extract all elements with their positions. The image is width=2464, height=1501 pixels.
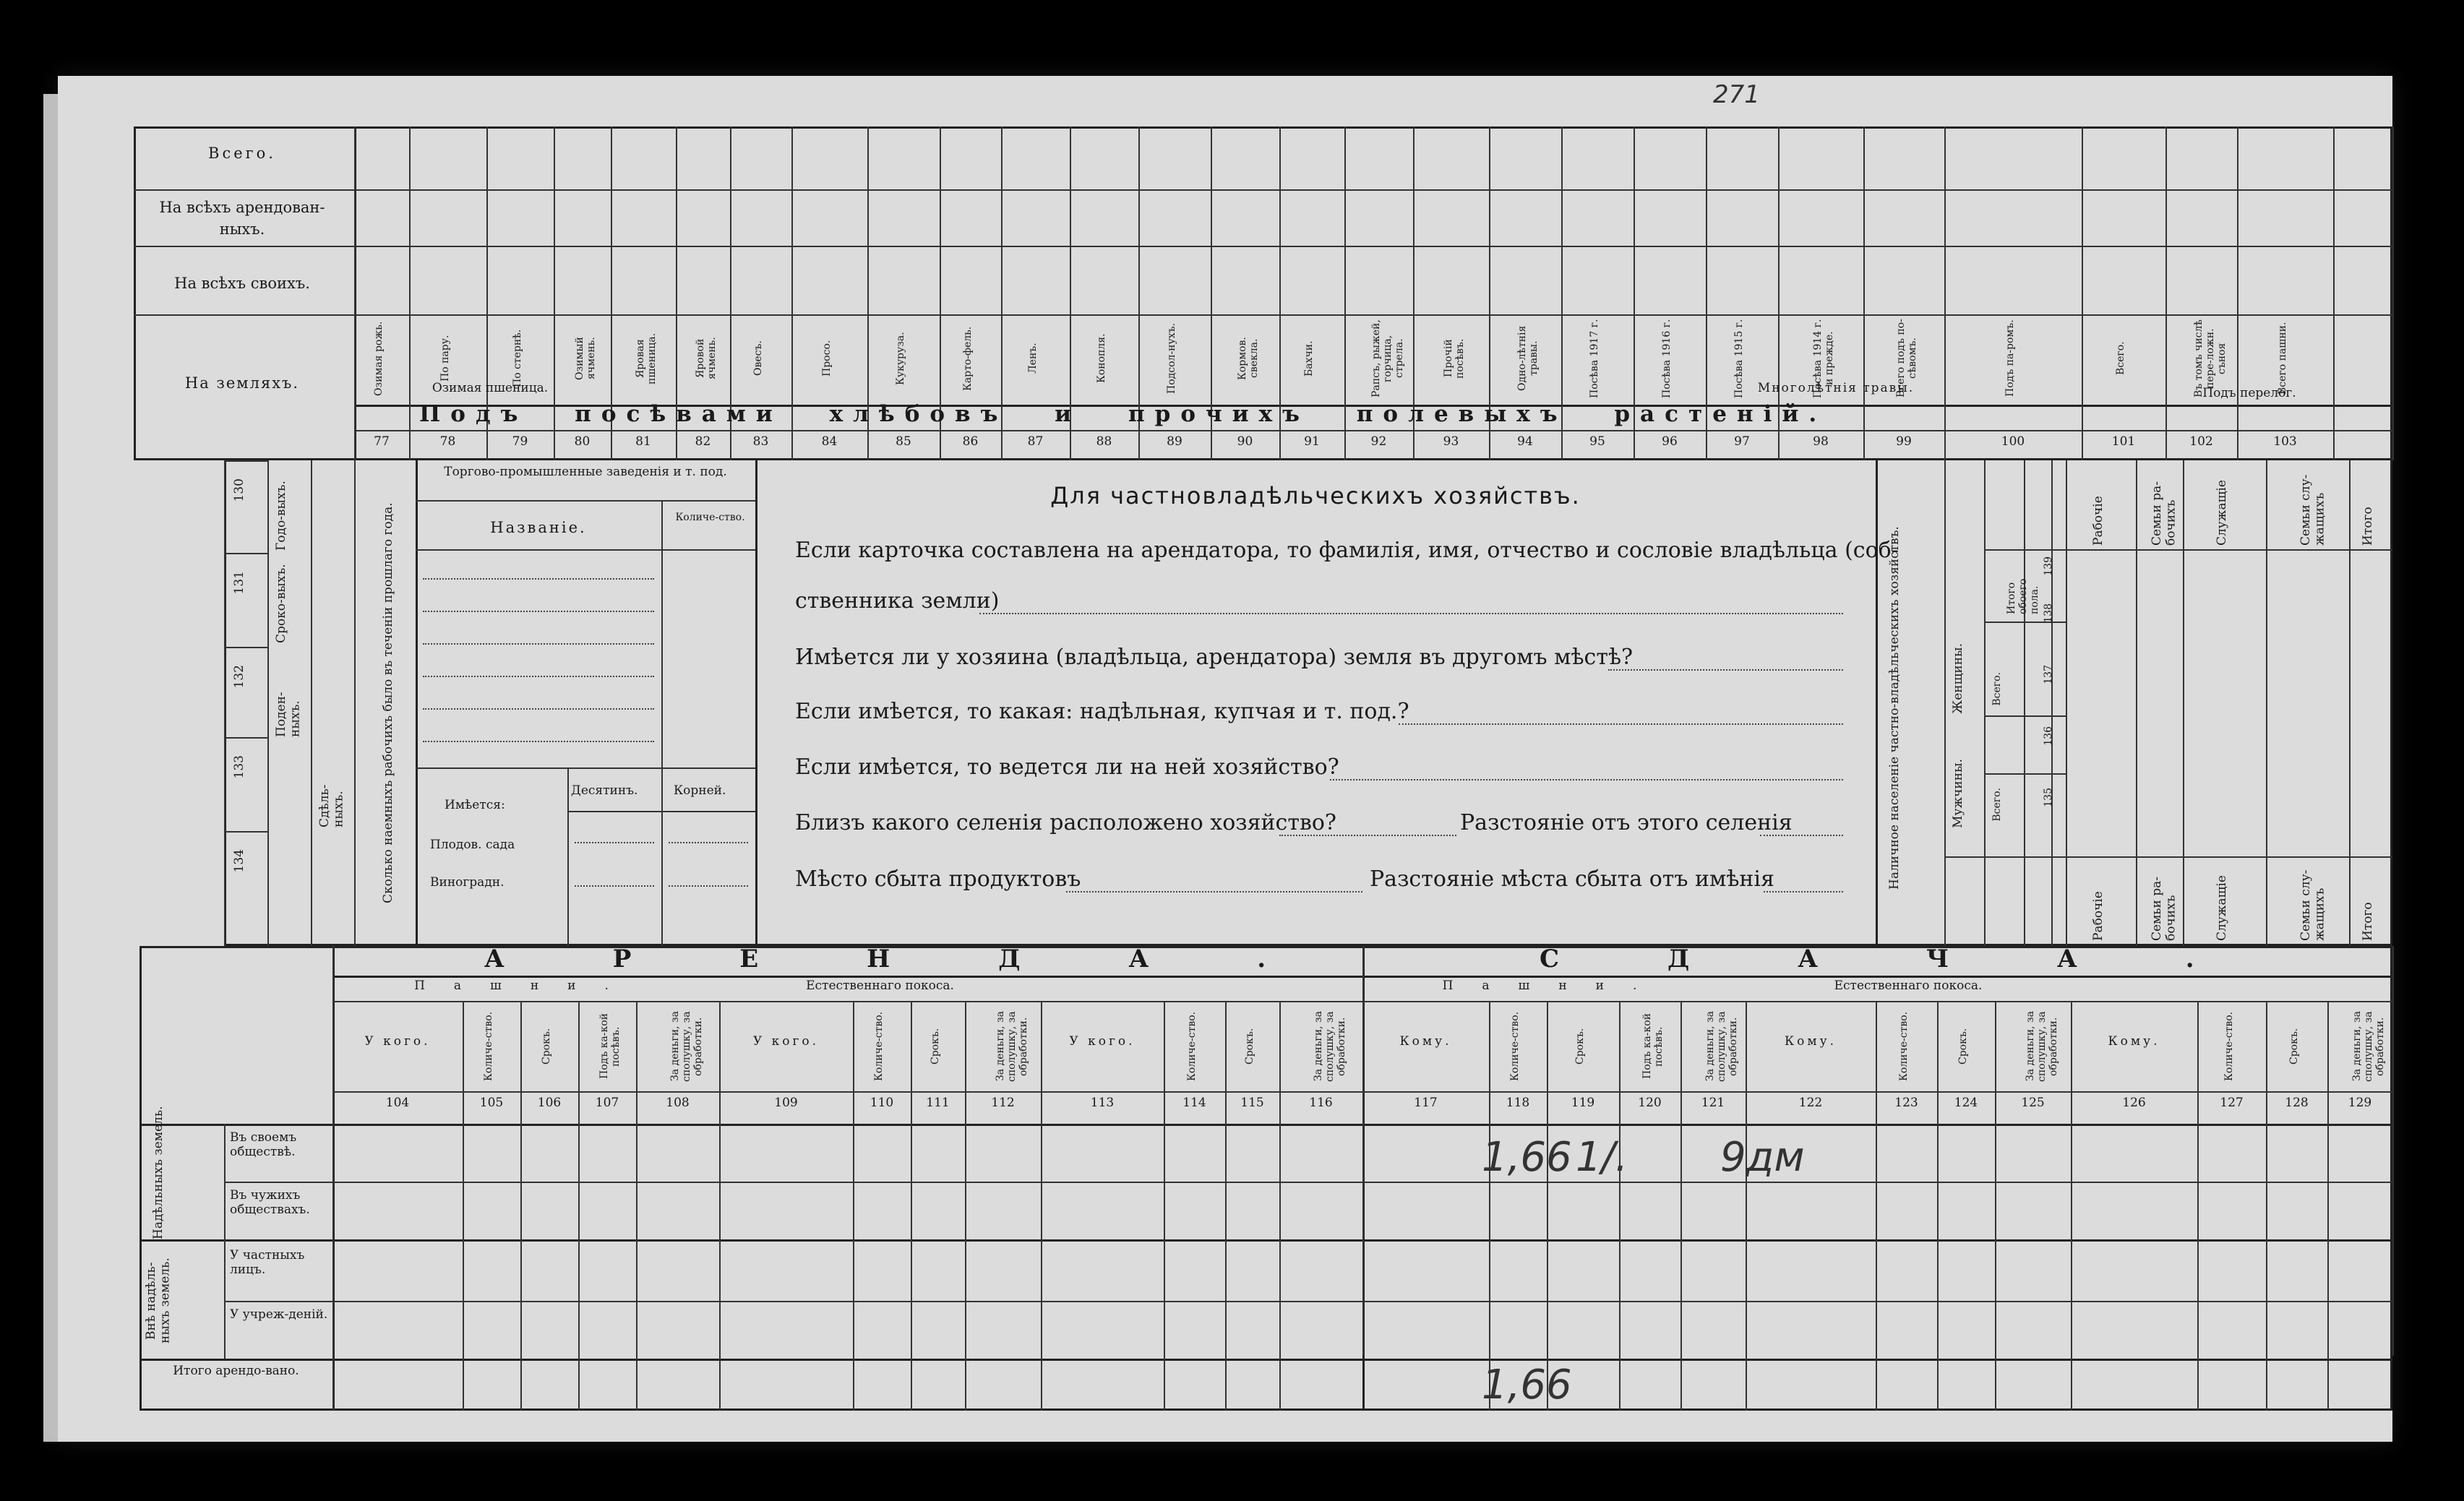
- row-vne: Внѣ надѣль-ныхъ земель.: [144, 1257, 173, 1344]
- crop-col-number-78: 78: [439, 434, 456, 449]
- hire-col-number-132: 132: [232, 665, 246, 689]
- arenda-col-label-121: За деньги, за сполушку, за обработки.: [1704, 1011, 1740, 1082]
- garden-label: Плодов. сада: [430, 838, 515, 852]
- crop-col-label-88: Конопля.: [1095, 333, 1107, 384]
- crop-col-number-102: 102: [2189, 434, 2213, 449]
- private-q6: Мѣсто сбыта продуктовъ: [795, 866, 1081, 892]
- crop-col-label-91: Бахчи.: [1303, 340, 1315, 377]
- arenda-col-label-108: За деньги, за сполушку, за обработки.: [669, 1011, 704, 1082]
- private-q4: Если имѣется, то ведется ли на ней хозяйство?: [795, 754, 1339, 780]
- arenda-col-number-104: 104: [385, 1096, 410, 1110]
- crop-col-label-93: Прочій посѣвъ.: [1442, 338, 1466, 379]
- arenda-col-number-113: 113: [1090, 1096, 1115, 1110]
- arenda-col-number-119: 119: [1571, 1096, 1595, 1110]
- row-uchrezh: У учреж-деній.: [230, 1307, 328, 1322]
- crop-col-number-99: 99: [1896, 434, 1912, 449]
- pop-cat-bottom-3: Семьи слу-жащихъ: [2298, 869, 2327, 941]
- arenda-col-label-123: Количе-ство.: [1897, 1011, 1910, 1082]
- hired-workers-label: Сколько наемныхъ рабочихъ было въ теченіи прошлаго года.: [381, 502, 395, 903]
- pop-number-135: 135: [2043, 788, 2054, 807]
- row-svoih: На всѣхъ своихъ.: [174, 275, 310, 292]
- arenda-col-label-116: За деньги, за сполушку, за обработки.: [1312, 1011, 1347, 1082]
- pop-number-137: 137: [2043, 665, 2054, 684]
- crop-col-label-78: По пару.: [439, 335, 451, 382]
- arenda-title: АРЕНДА.: [484, 945, 1375, 973]
- arenda-col-label-110: Количе-ство.: [873, 1011, 885, 1082]
- arenda-col-number-109: 109: [774, 1096, 798, 1110]
- row-arendovannyh: На всѣхъ арендован-: [159, 199, 325, 216]
- row-chastnyh: У частныхъ лицъ.: [230, 1248, 305, 1277]
- arenda-col-number-111: 111: [926, 1096, 950, 1110]
- arenda-col-number-110: 110: [870, 1096, 894, 1110]
- crop-col-label-87: Ленъ.: [1026, 343, 1039, 374]
- crop-col-label-103: Всего пашни.: [2276, 322, 2288, 395]
- row-na-zemlyah: На земляхъ.: [184, 374, 300, 392]
- pop-women: Женщины.: [1951, 643, 1965, 714]
- trade-qty-header: Количе-ство.: [675, 512, 745, 523]
- pop-cat-bottom-0: Рабочіе: [2090, 891, 2105, 941]
- crop-col-number-97: 97: [1734, 434, 1750, 449]
- arenda-col-label-120: Подъ ка-кой посѣвъ.: [1641, 1013, 1665, 1080]
- crop-col-label-102: Въ томъ числѣ пере-ложн. съноя: [2192, 319, 2228, 397]
- arenda-col-label-114: Количе-ство.: [1185, 1011, 1198, 1082]
- hire-col-number-130: 130: [232, 478, 246, 502]
- crop-col-label-81: Яровая пшеница.: [635, 332, 658, 384]
- crop-col-label-83: Овесъ.: [752, 340, 764, 377]
- trade-name-header: Названіе.: [490, 519, 587, 536]
- pop-cat-bottom-1: Семьи ра-бочихъ: [2150, 876, 2178, 941]
- arenda-col-number-122: 122: [1798, 1096, 1823, 1110]
- private-q1a: Если карточка составлена на арендатора, то фамилія, имя, отчество и сословіе владѣльца (соб-: [795, 538, 1899, 563]
- arenda-col-number-107: 107: [595, 1096, 619, 1110]
- crop-col-number-81: 81: [635, 434, 651, 449]
- row-itogo: Итого арендо-вано.: [173, 1364, 299, 1378]
- pop-total-both: Итого обоего пола.: [2006, 578, 2041, 614]
- crop-col-number-84: 84: [821, 434, 838, 449]
- pop-cat-bottom-4: Итого: [2361, 902, 2375, 941]
- crop-col-number-79: 79: [512, 434, 528, 449]
- arenda-col-number-115: 115: [1240, 1096, 1264, 1110]
- pop-number-136: 136: [2043, 726, 2054, 746]
- handwritten-payment: 9дм: [1720, 1134, 1805, 1181]
- crop-col-number-95: 95: [1589, 434, 1605, 449]
- pop-number-139: 139: [2043, 556, 2054, 576]
- private-q5b: Разстояніе отъ этого селенія: [1460, 810, 1793, 835]
- arenda-col-label-106: Срокъ.: [541, 1028, 552, 1065]
- crop-col-label-79: По стернѣ.: [511, 329, 523, 388]
- arenda-col-label-129: За деньги, за сполушку, за обработки.: [2351, 1011, 2387, 1082]
- mnogoletnie-travy: Многолѣтнія травы.: [1757, 381, 1915, 395]
- private-q1b: ственника земли): [795, 588, 1000, 614]
- crop-col-label-82: Яровой ячмень.: [694, 337, 718, 380]
- crop-col-label-100: Подъ па-ромъ.: [2004, 319, 2016, 397]
- arenda-col-number-106: 106: [537, 1096, 562, 1110]
- population-title: Наличное населеніе частно-владѣльческихъ хозяйствъ.: [1887, 526, 1902, 890]
- imeetsya-label: Имѣется:: [445, 798, 505, 812]
- pop-men: Мужчины.: [1951, 759, 1965, 828]
- row-svoem: Въ своемъ обществѣ.: [230, 1130, 297, 1159]
- arenda-col-number-121: 121: [1701, 1096, 1725, 1110]
- hire-col-label-133: Сдѣль-ныхъ.: [317, 784, 346, 827]
- sdacha-pashni: Пашни.: [1442, 979, 1666, 993]
- arenda-col-number-108: 108: [666, 1096, 690, 1110]
- crop-col-number-82: 82: [695, 434, 711, 449]
- sdacha-pokos: Естественнаго покоса.: [1834, 979, 1983, 993]
- hire-col-number-133: 133: [232, 755, 246, 779]
- crop-col-label-90: Кормов. свекла.: [1236, 337, 1260, 380]
- crop-col-number-85: 85: [896, 434, 911, 449]
- arenda-col-label-124: Срокъ.: [1957, 1028, 1969, 1065]
- arenda-col-label-105: Количе-ство.: [483, 1011, 494, 1082]
- crop-col-label-97: Посѣва 1915 г.: [1733, 319, 1745, 398]
- pop-total-men: Всего.: [1991, 788, 2003, 822]
- vineyard-label: Виноградн.: [430, 875, 505, 890]
- private-title: Для частновладѣльческихъ хозяйствъ.: [1050, 482, 1581, 509]
- private-q2: Имѣется ли у хозяина (владѣльца, арендатора) земля въ другомъ мѣстѣ?: [795, 645, 1634, 670]
- crop-col-number-92: 92: [1370, 434, 1387, 449]
- arenda-col-label-126: Кому.: [2108, 1034, 2160, 1049]
- crop-col-label-94: Одно-лѣтнія травы.: [1516, 325, 1540, 392]
- arenda-col-number-114: 114: [1182, 1096, 1206, 1110]
- arenda-col-label-128: Срокъ.: [2288, 1028, 2300, 1065]
- pod-perelog: Подъ перелог.: [2202, 386, 2296, 400]
- crop-col-number-101: 101: [2111, 434, 2136, 449]
- hire-col-label-130: Годо-выхъ.: [274, 481, 288, 551]
- arenda-col-label-117: Кому.: [1399, 1034, 1452, 1049]
- handwritten-total: 1,66: [1482, 1362, 1572, 1408]
- crop-col-label-101: Всего.: [2115, 341, 2126, 376]
- arenda-col-number-128: 128: [2285, 1096, 2309, 1110]
- pop-cat-top-4: Итого: [2361, 507, 2375, 546]
- crop-col-label-89: Подсол-нухъ.: [1166, 323, 1177, 394]
- arenda-col-number-124: 124: [1954, 1096, 1978, 1110]
- pop-cat-bottom-2: Служащіе: [2214, 875, 2229, 941]
- crop-col-label-86: Карто-фель.: [961, 326, 974, 391]
- arenda-col-label-118: Количе-ство.: [1509, 1011, 1521, 1082]
- arenda-col-number-123: 123: [1894, 1096, 1918, 1110]
- row-arendovannyh-2: ныхъ.: [219, 220, 265, 238]
- crop-col-number-96: 96: [1662, 434, 1678, 449]
- pop-cat-top-0: Рабочіе: [2090, 496, 2105, 546]
- crop-col-label-96: Посѣва 1916 г.: [1661, 319, 1673, 398]
- private-q3: Если имѣется, то какая: надѣльная, купчая и т. под.?: [795, 699, 1409, 724]
- arenda-col-label-112: За деньги, за сполушку, за обработки.: [994, 1011, 1029, 1082]
- arenda-col-label-109: У кого.: [752, 1034, 820, 1049]
- private-q5: Близъ какого селенія расположено хозяйство?: [795, 810, 1336, 835]
- handwritten-term: 1/.: [1576, 1134, 1628, 1181]
- arenda-col-label-122: Кому.: [1784, 1034, 1837, 1049]
- hire-col-number-131: 131: [232, 571, 246, 595]
- arenda-col-label-127: Количе-ство.: [2223, 1011, 2235, 1082]
- crop-col-number-88: 88: [1096, 434, 1112, 449]
- crop-col-number-98: 98: [1813, 434, 1829, 449]
- private-q6b: Разстояніе мѣста сбыта отъ имѣнія: [1370, 866, 1774, 892]
- desyatin-header: Десятинъ.: [571, 783, 638, 798]
- crop-col-label-85: Кукуруза.: [895, 332, 906, 385]
- crop-col-label-95: Посѣва 1917 г.: [1589, 319, 1600, 398]
- row-chuzhih: Въ чужихъ обществахъ.: [230, 1188, 310, 1217]
- crop-col-number-100: 100: [2001, 434, 2025, 449]
- arenda-col-number-117: 117: [1414, 1096, 1438, 1110]
- pop-cat-top-2: Служащіе: [2214, 480, 2229, 546]
- arenda-col-number-112: 112: [991, 1096, 1015, 1110]
- pop-total-women: Всего.: [1991, 672, 2003, 706]
- row-nadel: Надѣльныхъ земель.: [151, 1106, 166, 1239]
- row-vsego: Всего.: [208, 145, 276, 162]
- arenda-col-number-129: 129: [2348, 1096, 2372, 1110]
- arenda-col-label-115: Срокъ.: [1243, 1028, 1255, 1065]
- band-title: Подъ посѣвами хлѣбовъ и прочихъ полевыхъ растеній.: [419, 401, 1827, 427]
- hire-col-number-134: 134: [232, 849, 246, 873]
- crop-col-label-84: Просо.: [820, 340, 833, 377]
- arenda-col-label-113: У кого.: [1069, 1034, 1136, 1049]
- arenda-col-number-118: 118: [1506, 1096, 1530, 1110]
- pop-cat-top-3: Семьи слу-жащихъ: [2298, 474, 2327, 546]
- crop-col-label-98: Посѣва 1914 г. и прежде.: [1812, 319, 1836, 398]
- pop-cat-top-1: Семьи ра-бочихъ: [2150, 481, 2178, 546]
- pop-number-138: 138: [2043, 603, 2054, 623]
- ozimaya-pshenitsa: Озимая пшеница.: [432, 381, 549, 395]
- crop-col-number-91: 91: [1304, 434, 1320, 449]
- arenda-col-label-119: Срокъ.: [1574, 1028, 1586, 1065]
- crop-col-number-93: 93: [1443, 434, 1459, 449]
- crop-col-number-83: 83: [752, 434, 769, 449]
- sheet-number: 271: [1713, 80, 1760, 109]
- arenda-col-label-125: За деньги, за сполушку, за обработки.: [2024, 1011, 2059, 1082]
- handwritten-qty: 1,66: [1482, 1134, 1572, 1181]
- crop-col-number-87: 87: [1027, 434, 1044, 449]
- crop-col-number-94: 94: [1517, 434, 1533, 449]
- crop-col-number-80: 80: [574, 434, 591, 449]
- korney-header: Корней.: [674, 783, 726, 798]
- arenda-col-label-107: Подъ ка-кой посѣвъ.: [598, 1013, 622, 1080]
- arenda-col-number-105: 105: [479, 1096, 504, 1110]
- arenda-pokos: Естественнаго покоса.: [806, 979, 954, 993]
- trade-title: Торгово-промышленные заведенія и т. под.: [444, 465, 727, 479]
- arenda-col-label-104: У кого.: [364, 1034, 431, 1049]
- crop-col-number-77: 77: [374, 434, 390, 449]
- arenda-col-number-120: 120: [1638, 1096, 1662, 1110]
- arenda-col-number-126: 126: [2122, 1096, 2146, 1110]
- crop-col-label-92: Рапсъ, рыжей, горчица, стрела.: [1370, 319, 1405, 397]
- arenda-col-label-111: Срокъ.: [929, 1028, 941, 1065]
- sdacha-title: СДАЧА.: [1540, 945, 2303, 973]
- arenda-col-number-125: 125: [2021, 1096, 2045, 1110]
- crop-col-number-89: 89: [1167, 434, 1182, 449]
- arenda-col-number-116: 116: [1309, 1096, 1333, 1110]
- crop-col-label-80: Озимый ячмень.: [573, 337, 597, 380]
- crop-col-number-90: 90: [1237, 434, 1253, 449]
- arenda-col-number-127: 127: [2220, 1096, 2244, 1110]
- crop-col-number-103: 103: [2273, 434, 2297, 449]
- crop-col-label-99: Всего подъ по-сѣвомъ.: [1895, 319, 1919, 398]
- hire-col-label-131: Сроко-выхъ.: [274, 564, 288, 643]
- crop-col-number-86: 86: [962, 434, 979, 449]
- hire-col-label-132: Поден-ныхъ.: [274, 692, 303, 737]
- crop-col-label-77: Озимая рожь.: [373, 321, 385, 396]
- arenda-pashni: Пашни.: [414, 979, 638, 993]
